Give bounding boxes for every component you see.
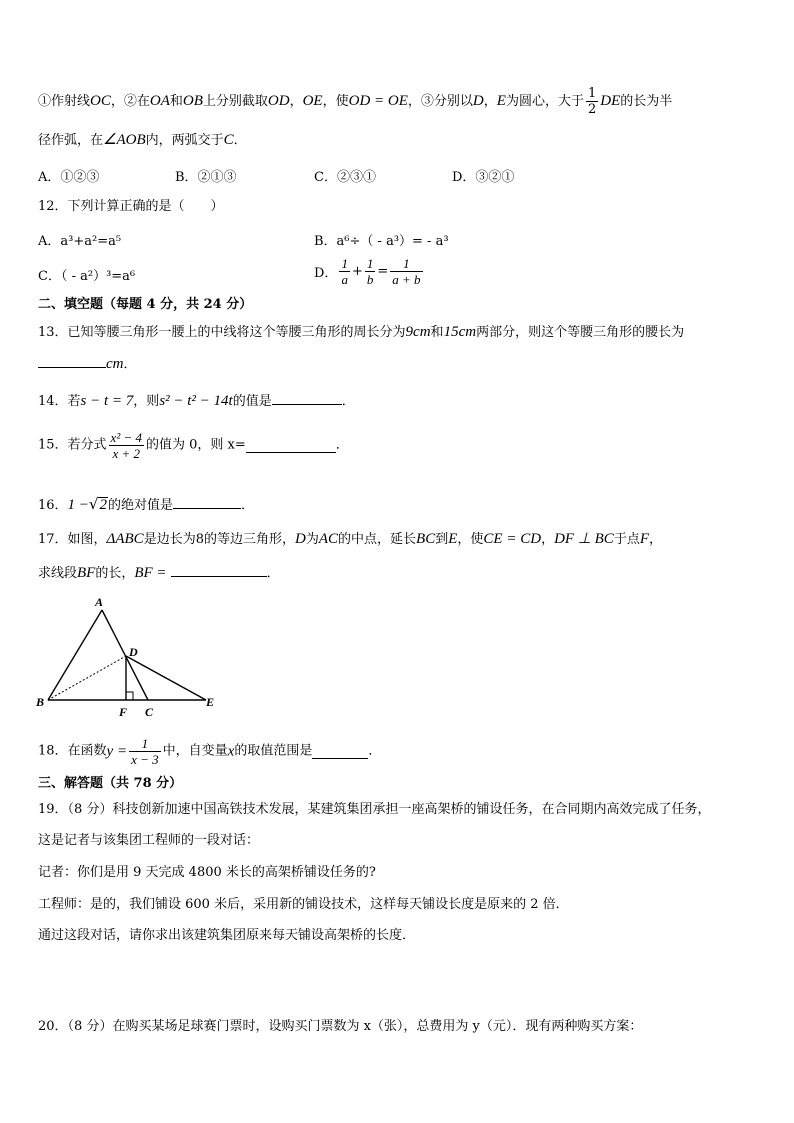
frac-den: 2 — [587, 102, 597, 117]
fraction-q15 — [109, 430, 144, 461]
text: ， — [541, 532, 555, 547]
frac-den: x − 3 — [131, 752, 159, 767]
frac-1-over-a-plus-b — [390, 256, 422, 287]
label-c: C — [145, 705, 154, 719]
q11-option-d: D．③②① — [452, 170, 515, 185]
answer-blank[interactable] — [272, 390, 342, 405]
answer-blank[interactable] — [171, 562, 267, 577]
q20-line1: 20．（8 分）在购买某场足球赛门票时，设购买门票数为 x（张），总费用为 y（元）．现有两种购买方案： — [38, 1019, 643, 1034]
q13-line1 — [38, 323, 684, 342]
q12-option-d — [314, 256, 425, 287]
text: 的中点，延长 — [338, 532, 417, 547]
q19-line2: 这是记者与该集团工程师的一段对话： — [38, 833, 260, 848]
math-oc: OC — [90, 93, 111, 109]
segment-ab — [48, 610, 102, 700]
fraction-q18 — [129, 736, 161, 767]
q12-option-c: C．（ - a²）³=a⁶ — [38, 269, 136, 284]
math-ob: OB — [182, 93, 203, 109]
text: 求线段 — [38, 566, 78, 581]
frac-den: a — [341, 272, 348, 287]
text: 径作弧，在 — [38, 133, 104, 148]
text: ，使 — [322, 94, 349, 109]
q18 — [38, 736, 381, 767]
text: 到 — [435, 532, 449, 547]
math-ce-eq-cd: CE = CD — [483, 531, 542, 547]
label-a: A — [95, 595, 104, 609]
label-b: B — [36, 695, 45, 709]
unit-cm: cm — [106, 356, 124, 372]
text: 两部分，则这个等腰三角形的腰长为 — [476, 325, 685, 340]
text: ，②在 — [110, 94, 150, 109]
frac-den: b — [366, 272, 374, 287]
text: 为 — [305, 532, 319, 547]
text: 于点 — [613, 532, 640, 547]
math-oa: OA — [149, 93, 170, 109]
math-y-eq: y = — [106, 743, 128, 760]
q17-line2 — [38, 562, 280, 583]
frac-num: 1 — [366, 256, 374, 271]
math-condition: s − t = 7 — [80, 393, 134, 409]
plus-sign: + — [351, 264, 363, 279]
text: 中，自变量 — [162, 743, 228, 759]
math-c: C — [223, 132, 234, 148]
frac-1-over-a — [339, 256, 350, 287]
q15 — [38, 430, 349, 461]
text: 上分别截取 — [202, 94, 268, 109]
q12-stem: 12．下列计算正确的是（ ） — [38, 199, 224, 214]
text: ，③分别以 — [407, 94, 473, 109]
text: 是边长为 — [143, 532, 196, 547]
segment-bd-dashed — [48, 656, 126, 700]
text: ， — [649, 532, 663, 547]
value-9cm: 9cm — [405, 324, 431, 340]
frac-num: 1 — [403, 256, 410, 271]
text: 的值是 — [232, 394, 272, 409]
text: 的长为半 — [620, 94, 673, 109]
math-bf-eq: BF = — [134, 565, 167, 581]
text: 和 — [430, 325, 444, 340]
q13-line2 — [38, 353, 137, 374]
math-de: DE — [600, 93, 621, 109]
math-od-eq-oe: OD = OE — [348, 93, 408, 109]
text: ． — [368, 743, 382, 759]
text: ． — [241, 498, 255, 513]
radicand: 2 — [99, 497, 107, 513]
section3-header: 三、解答题（共 78 分） — [38, 776, 183, 791]
fraction-half — [586, 86, 598, 117]
math-x: x — [227, 743, 235, 760]
text: ． — [266, 566, 280, 581]
frac-num: 1 — [587, 86, 597, 101]
text: 和 — [169, 94, 183, 109]
math-ac: AC — [318, 531, 339, 547]
text: ，则 — [133, 394, 160, 409]
text: ． — [335, 437, 349, 453]
math-e: E — [448, 531, 458, 547]
frac-num: 1 — [341, 256, 348, 271]
segment-de — [126, 656, 206, 700]
q19-line3: 记者：你们是用 9 天完成 4800 米长的高架桥铺设任务的? — [38, 865, 376, 880]
math-od: OD — [267, 93, 290, 109]
frac-num: x² − 4 — [110, 430, 142, 445]
q11-option-b: B．②①③ — [175, 170, 237, 185]
text: 13．已知等腰三角形一腰上的中线将这个等腰三角形的周长分为 — [38, 325, 406, 340]
q12-option-b: B．a⁶÷（ - a³）= - a³ — [314, 234, 449, 249]
q11-line1 — [38, 86, 672, 117]
right-angle-mark — [126, 692, 133, 700]
q11-option-a: A．①②③ — [38, 170, 100, 185]
text: ， — [289, 94, 303, 109]
text: ． — [341, 394, 355, 409]
text: 的值为 0，则 x= — [146, 437, 246, 453]
q19-line4: 工程师：是的，我们铺设 600 米后，采用新的铺设技术，这样每天铺设长度是原来的 2 倍． — [38, 897, 569, 912]
q19-line5: 通过这段对话，请你求出该建筑集团原来每天铺设高架桥的长度． — [38, 928, 416, 943]
answer-blank[interactable] — [246, 438, 336, 453]
text: 18．在函数 — [38, 743, 107, 759]
text: ， — [483, 94, 497, 109]
math-bf: BF — [77, 565, 96, 581]
answer-blank[interactable] — [312, 744, 368, 759]
section2-header: 二、填空题（每题 4 分，共 24 分） — [38, 297, 253, 312]
math-e: E — [496, 93, 506, 109]
option-label: D． — [314, 266, 338, 281]
math-one-minus: 1 − — [67, 497, 89, 513]
text: 的取值范围是 — [234, 743, 313, 759]
math-angle-aob: ∠AOB — [103, 132, 146, 148]
math-expression: s² − t² − 14t — [159, 393, 233, 409]
q11-line2 — [38, 131, 247, 150]
answer-blank[interactable] — [38, 353, 106, 368]
math-triangle-abc: ΔABC — [106, 531, 144, 547]
text: ①作射线 — [38, 94, 91, 109]
answer-blank[interactable] — [173, 494, 241, 509]
frac-den: x + 2 — [109, 445, 144, 461]
text: 14．若 — [38, 394, 81, 409]
equals-sign: = — [377, 264, 389, 279]
segment-ac — [102, 610, 148, 700]
math-d: D — [472, 93, 484, 109]
q11-option-c: C．②③① — [314, 170, 376, 185]
label-e: E — [206, 695, 215, 709]
frac-den: a + b — [392, 272, 421, 287]
q17-figure — [34, 594, 234, 724]
text: 的等边三角形， — [203, 532, 295, 547]
text: 17．如图， — [38, 532, 107, 547]
text: ． — [123, 357, 137, 372]
text: 内，两弧交于 — [145, 133, 224, 148]
q17-line1 — [38, 530, 662, 549]
frac-1-over-b — [365, 256, 376, 287]
q16 — [38, 494, 254, 515]
math-df-perp-bc: DF ⊥ BC — [554, 531, 614, 547]
label-d: D — [129, 645, 138, 659]
text: 为圆心，大于 — [505, 94, 584, 109]
text: 16． — [38, 498, 68, 513]
math-f: F — [639, 531, 649, 547]
text: 15．若分式 — [38, 437, 107, 453]
label-f: F — [119, 705, 128, 719]
q14 — [38, 390, 355, 411]
math-bc: BC — [416, 531, 436, 547]
q19-line1: 19．（8 分）科技创新加速中国高铁技术发展，某建筑集团承担一座高架桥的铺设任务，在合同期内高效完成了任务， — [38, 802, 711, 817]
frac-num: 1 — [141, 736, 149, 751]
text: 的绝对值是 — [107, 498, 173, 513]
q12-option-a: A．a³+a²=a⁵ — [38, 234, 122, 249]
math-d: D — [295, 531, 306, 547]
number-8: 8 — [195, 532, 204, 547]
text: ，使 — [457, 532, 484, 547]
text: ． — [233, 133, 247, 148]
text: 的长， — [95, 566, 135, 581]
math-oe: OE — [302, 93, 323, 109]
value-15cm: 15cm — [443, 324, 477, 340]
radical-sign: √ — [88, 495, 99, 513]
